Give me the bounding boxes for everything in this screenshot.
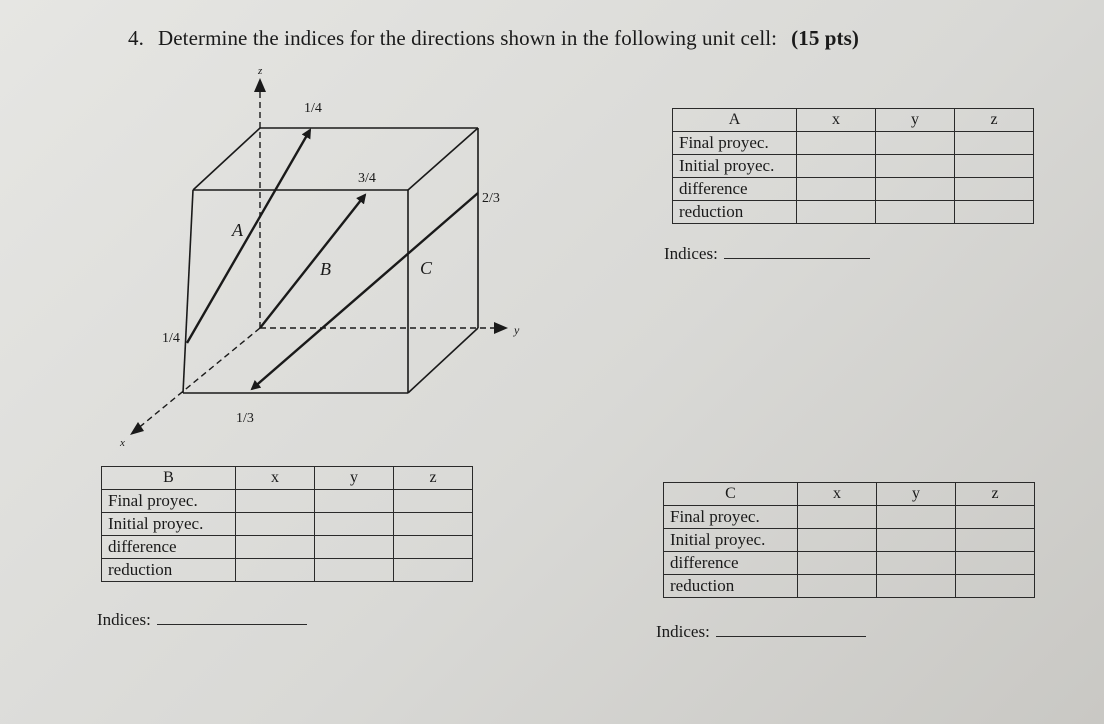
table-row (664, 552, 1035, 575)
answer-cell[interactable] (236, 536, 315, 559)
table-a-col-x: x (797, 109, 876, 132)
x-axis-label: x (120, 437, 125, 449)
table-c-col-z: z (956, 483, 1035, 506)
answer-cell[interactable] (236, 559, 315, 582)
row-label: Initial proyec. (664, 529, 798, 552)
answer-cell[interactable] (956, 529, 1035, 552)
row-label: Initial proyec. (673, 155, 797, 178)
label-c: C (420, 258, 433, 278)
direction-a-vector (187, 130, 310, 343)
answer-cell[interactable] (955, 132, 1034, 155)
answer-cell[interactable] (876, 201, 955, 224)
fraction-left: 1/4 (162, 331, 180, 346)
indices-b (97, 610, 307, 630)
question-text (128, 26, 859, 51)
fraction-mid: 3/4 (358, 171, 376, 186)
cube-edge (408, 128, 478, 190)
indices-c (656, 622, 866, 642)
table-b-col-x: x (236, 467, 315, 490)
indices-c-label: Indices: (656, 622, 710, 641)
table-b-col-y: y (315, 467, 394, 490)
answer-cell[interactable] (798, 506, 877, 529)
indices-a (664, 244, 870, 264)
x-axis-arrow-icon (130, 422, 144, 435)
table-row (102, 490, 473, 513)
table-row (102, 536, 473, 559)
answer-cell[interactable] (877, 506, 956, 529)
row-label: difference (673, 178, 797, 201)
unit-cell-diagram (110, 60, 540, 450)
table-row (673, 201, 1034, 224)
table-c-col-x: x (798, 483, 877, 506)
cube-edge (193, 128, 260, 190)
row-label: difference (664, 552, 798, 575)
table-row (664, 506, 1035, 529)
direction-b-vector (260, 195, 365, 328)
answer-cell[interactable] (877, 575, 956, 598)
row-label: Initial proyec. (102, 513, 236, 536)
indices-b-answer-blank[interactable] (157, 612, 307, 625)
answer-cell[interactable] (956, 552, 1035, 575)
table-b-col-z: z (394, 467, 473, 490)
answer-cell[interactable] (236, 513, 315, 536)
indices-c-answer-blank[interactable] (716, 624, 866, 637)
table-a-title: A (673, 109, 797, 132)
label-b: B (320, 259, 331, 279)
answer-cell[interactable] (315, 559, 394, 582)
row-label: Final proyec. (664, 506, 798, 529)
answer-cell[interactable] (956, 506, 1035, 529)
row-label: reduction (673, 201, 797, 224)
answer-cell[interactable] (797, 155, 876, 178)
answer-cell[interactable] (315, 513, 394, 536)
row-label: Final proyec. (673, 132, 797, 155)
answer-cell[interactable] (876, 132, 955, 155)
table-row (664, 529, 1035, 552)
direction-a-table (672, 108, 1034, 224)
answer-cell[interactable] (955, 178, 1034, 201)
row-label: reduction (664, 575, 798, 598)
answer-cell[interactable] (797, 201, 876, 224)
direction-b-table (101, 466, 473, 582)
label-a: A (232, 220, 243, 240)
table-a-col-z: z (955, 109, 1034, 132)
answer-cell[interactable] (876, 178, 955, 201)
answer-cell[interactable] (394, 536, 473, 559)
answer-cell[interactable] (236, 490, 315, 513)
indices-a-answer-blank[interactable] (724, 246, 870, 259)
question-number: 4. (128, 26, 144, 50)
table-row (102, 513, 473, 536)
question-points: (15 pts) (791, 26, 860, 50)
indices-b-label: Indices: (97, 610, 151, 629)
table-row (673, 155, 1034, 178)
row-label: difference (102, 536, 236, 559)
question-prompt: Determine the indices for the directions shown in the following unit cell: (157, 26, 778, 50)
table-row (102, 559, 473, 582)
answer-cell[interactable] (315, 490, 394, 513)
fraction-bottom: 1/3 (236, 411, 254, 426)
answer-cell[interactable] (877, 529, 956, 552)
row-label: Final proyec. (102, 490, 236, 513)
answer-cell[interactable] (876, 155, 955, 178)
answer-cell[interactable] (797, 132, 876, 155)
table-row (664, 575, 1035, 598)
fraction-right: 2/3 (482, 191, 500, 206)
answer-cell[interactable] (798, 552, 877, 575)
table-row (673, 132, 1034, 155)
answer-cell[interactable] (877, 552, 956, 575)
answer-cell[interactable] (798, 529, 877, 552)
y-axis-arrow-icon (494, 322, 508, 334)
table-a-col-y: y (876, 109, 955, 132)
table-row (673, 178, 1034, 201)
z-axis-arrow-icon (254, 78, 266, 92)
answer-cell[interactable] (955, 155, 1034, 178)
cube-edge (408, 328, 478, 393)
answer-cell[interactable] (956, 575, 1035, 598)
answer-cell[interactable] (797, 178, 876, 201)
answer-cell[interactable] (394, 490, 473, 513)
y-axis-label: y (514, 323, 520, 337)
answer-cell[interactable] (394, 513, 473, 536)
z-axis-label: z (258, 65, 263, 77)
table-b-title: B (102, 467, 236, 490)
answer-cell[interactable] (315, 536, 394, 559)
indices-a-label: Indices: (664, 244, 718, 263)
table-c-title: C (664, 483, 798, 506)
row-label: reduction (102, 559, 236, 582)
answer-cell[interactable] (394, 559, 473, 582)
table-c-col-y: y (877, 483, 956, 506)
cube-edge (183, 190, 193, 393)
fraction-top: 1/4 (304, 101, 322, 116)
direction-c-table (663, 482, 1035, 598)
answer-cell[interactable] (798, 575, 877, 598)
answer-cell[interactable] (955, 201, 1034, 224)
